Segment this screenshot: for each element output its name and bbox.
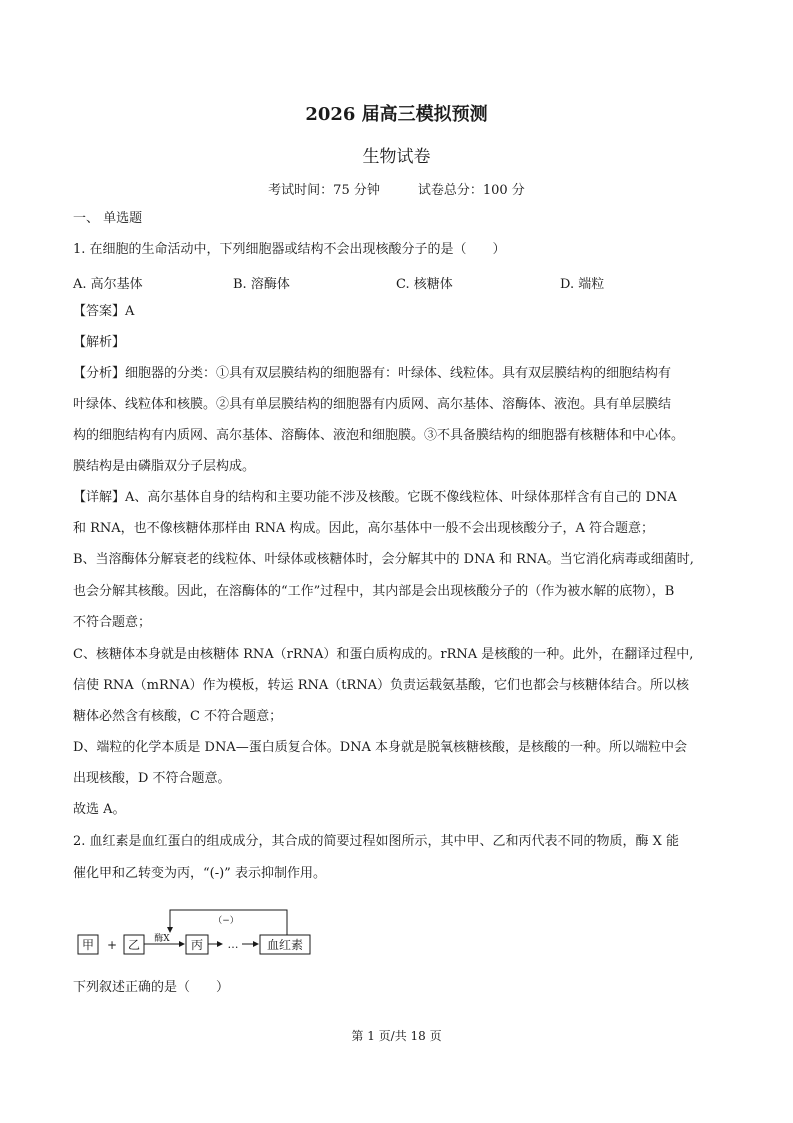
enzyme-label: 酶X: [154, 934, 170, 944]
q1-analysis-line: D、端粒的化学本质是 DNA—蛋白质复合体。DNA 本身就是脱氧核糖核酸，是核酸的一种。所以端粒中会: [73, 740, 688, 755]
section-title: 一、 单选题: [73, 211, 143, 226]
q1-analysis-line: B、当溶酶体分解衰老的线粒体、叶绿体或核糖体时，会分解其中的 DNA 和 RNA。当它消化病毒或细菌时,: [73, 552, 694, 567]
q1-option-d: D. 端粒: [560, 277, 605, 292]
q1-analysis-line: C、核糖体本身就是由核糖体 RNA（rRNA）和蛋白质构成的。rRNA 是核酸的一种。此外，在翻译过程中,: [73, 647, 694, 662]
exam-title: 2026 届高三模拟预测: [305, 104, 488, 125]
plus-sign: +: [106, 938, 118, 952]
q1-option-b: B. 溶酶体: [233, 277, 290, 292]
heme-label: 血红素: [266, 938, 304, 952]
substance-b-label: 乙: [127, 938, 141, 952]
q1-analysis-line: 构的细胞结构有内质网、高尔基体、溶酶体、液泡和细胞膜。③不具备膜结构的细胞器有核糖体和中心体。: [73, 428, 685, 443]
q1-analysis-line: 【分析】细胞器的分类：①具有双层膜结构的细胞器有：叶绿体、线粒体。具有双层膜结构的细胞结构有: [73, 366, 672, 381]
q1-answer: 【答案】A: [73, 304, 135, 319]
question-1-stem: 1. 在细胞的生命活动中，下列细胞器或结构不会出现核酸分子的是（ ）: [73, 242, 506, 257]
q1-analysis-line: 膜结构是由磷脂双分子层构成。: [73, 459, 256, 474]
q1-analysis-line: 和 RNA，也不像核糖体那样由 RNA 构成。因此，高尔基体中一般不会出现核酸分子，A 符合题意；: [73, 521, 655, 536]
heme-synthesis-diagram: [76, 904, 316, 964]
q1-analysis-line: 叶绿体、线粒体和核膜。②具有单层膜结构的细胞器有内质网、高尔基体、溶酶体、液泡。具有单层膜结: [73, 397, 672, 412]
q1-conclusion: 故选 A。: [73, 802, 126, 817]
exam-time: 考试时间：75 分钟: [268, 183, 380, 198]
question-2-stem: 2. 血红素是血红蛋白的组成成分，其合成的简要过程如图所示，其中甲、乙和丙代表不同的物质，酶 X 能: [73, 834, 680, 849]
q1-analysis-line: 出现核酸，D 不符合题意。: [73, 771, 231, 786]
question-2-stem: 催化甲和乙转变为丙，“(-)” 表示抑制作用。: [73, 866, 326, 881]
substance-c-label: 丙: [190, 938, 204, 952]
q1-option-a: A. 高尔基体: [73, 277, 143, 292]
q1-analysis-line: 【详解】A、高尔基体自身的结构和主要功能不涉及核酸。它既不像线粒体、叶绿体那样含有自己的 DNA: [73, 490, 677, 505]
exam-meta: [0, 179, 793, 198]
q1-option-c: C. 核糖体: [396, 277, 453, 292]
question-2-prompt: 下列叙述正确的是（ ）: [73, 980, 230, 995]
exam-total-score: 试卷总分：100 分: [417, 183, 525, 198]
q1-analysis-line: 信使 RNA（mRNA）作为模板，转运 RNA（tRNA）负责运载氨基酸，它们也都会与核糖体结合。所以核: [73, 678, 690, 693]
q1-analysis-line: 糖体必然含有核酸，C 不符合题意；: [73, 709, 283, 724]
inhibition-label: （−）: [213, 916, 239, 926]
q1-analysis-tag: 【解析】: [73, 335, 126, 350]
q1-analysis-line: 不符合题意；: [73, 615, 152, 630]
page-footer: 第 1 页/共 18 页: [351, 1029, 442, 1043]
exam-subject: 生物试卷: [362, 147, 431, 167]
pathway-dots: …: [227, 938, 239, 951]
substance-a-label: 甲: [81, 938, 95, 952]
q1-analysis-line: 也会分解其核酸。因此，在溶酶体的“工作”过程中，其内部是会出现核酸分子的（作为被水解的底物），B: [73, 584, 675, 599]
